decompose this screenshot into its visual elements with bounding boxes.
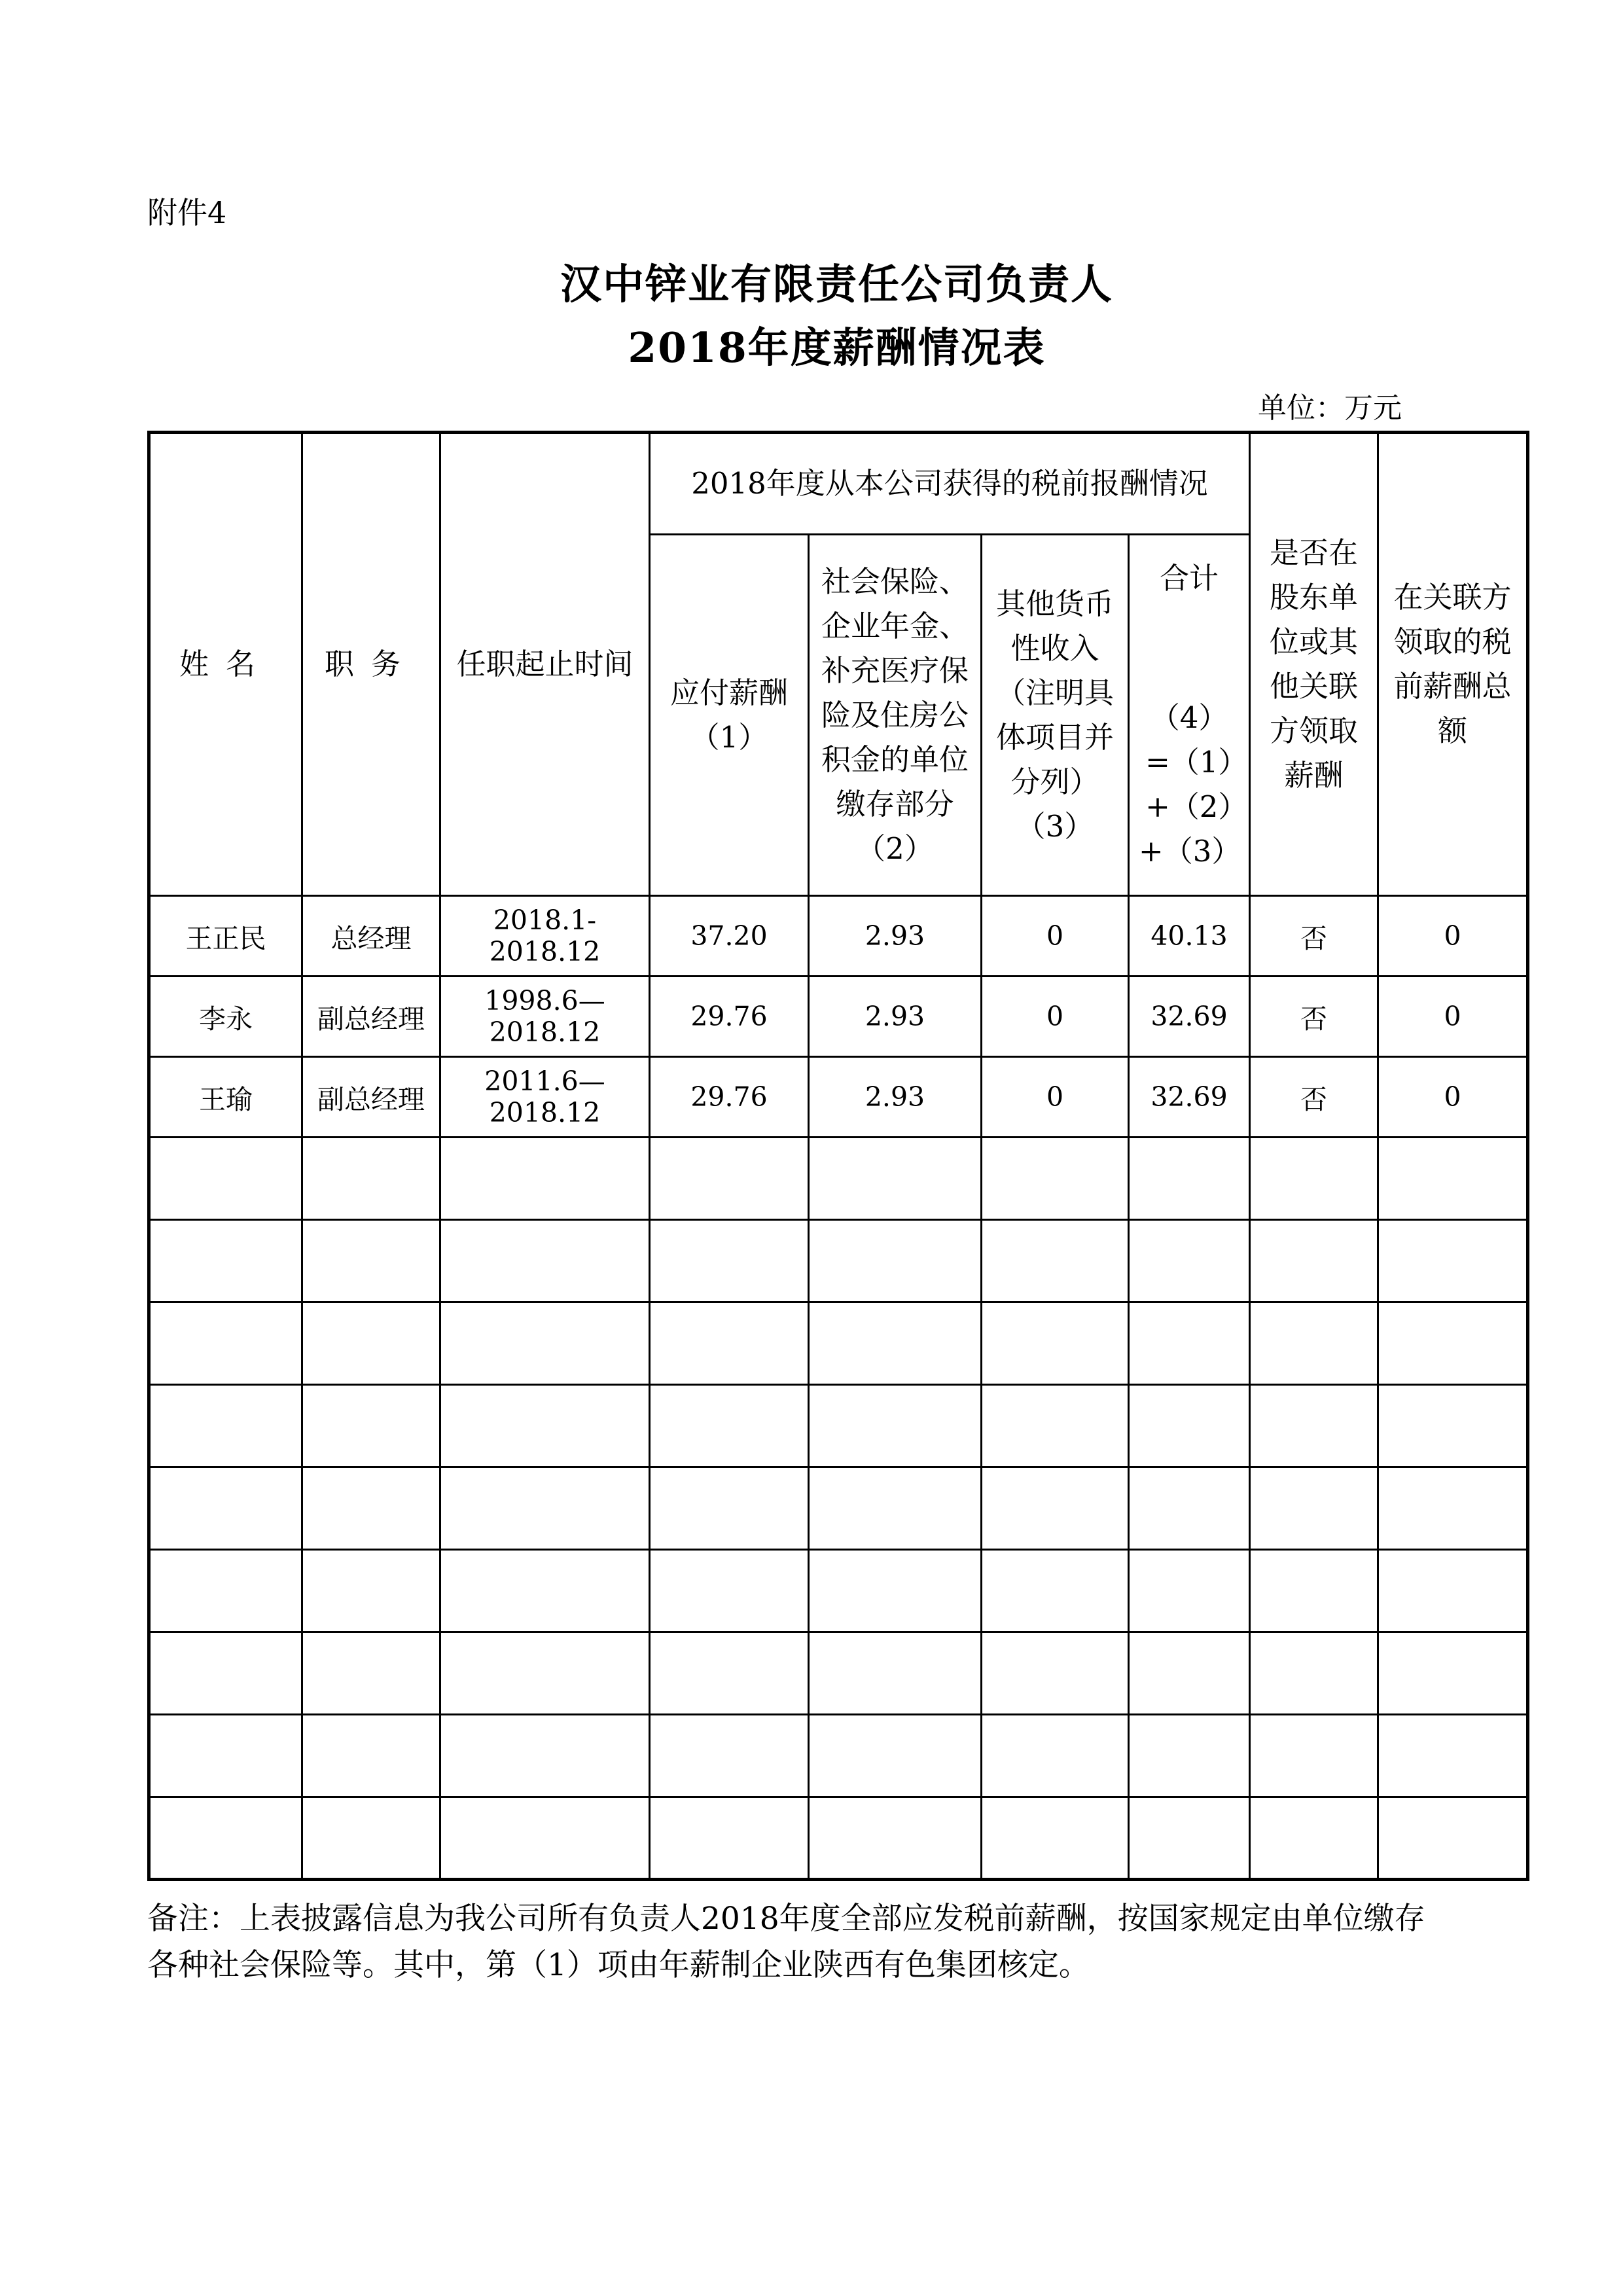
empty-cell [302,1797,440,1880]
empty-cell [1129,1550,1250,1632]
empty-cell [302,1138,440,1220]
empty-cell [1250,1467,1378,1550]
cell-related-party-total: 0 [1378,1057,1528,1138]
empty-cell [809,1632,982,1715]
empty-cell [302,1220,440,1302]
cell-payable: 29.76 [650,1057,809,1138]
empty-cell [1378,1138,1528,1220]
cell-term: 1998.6—2018.12 [440,977,650,1057]
empty-cell [1378,1302,1528,1385]
header-social-insurance: 社会保险、企业年金、补充医疗保险及住房公积金的单位缴存部分（2） [809,535,982,896]
empty-cell [982,1715,1129,1797]
header-row-top [149,433,1528,535]
header-total-label: 合计 [1160,561,1219,596]
empty-cell [650,1797,809,1880]
empty-cell [1250,1797,1378,1880]
empty-cell [440,1715,650,1797]
header-total-formula: （4）=（1）+（2）+（3） [1139,700,1241,869]
empty-cell [809,1302,982,1385]
empty-cell [440,1550,650,1632]
note-line1: 备注：上表披露信息为我公司所有负责人2018年度全部应发税前薪酬，按国家规定由单位缴存 [147,1901,1425,1937]
empty-cell [149,1302,302,1385]
cell-payable: 29.76 [650,977,809,1057]
empty-cell [982,1385,1129,1467]
empty-cell [650,1550,809,1632]
empty-cell [440,1302,650,1385]
empty-cell [1129,1715,1250,1797]
empty-cell [1250,1385,1378,1467]
header-other-income: 其他货币性收入（注明具体项目并分列）（3） [982,535,1129,896]
empty-cell [149,1385,302,1467]
table-row-wangzhengmin [149,896,1528,977]
header-payable-salary: 应付薪酬（1） [650,535,809,896]
empty-cell [809,1797,982,1880]
cell-term: 2018.1-2018.12 [440,896,650,977]
empty-row [149,1550,1528,1632]
cell-position: 总经理 [302,896,440,977]
empty-cell [982,1550,1129,1632]
empty-cell [1250,1550,1378,1632]
cell-other-income: 0 [982,977,1129,1057]
header-total [1129,535,1250,896]
note-line2: 各种社会保险等。其中，第（1）项由年薪制企业陕西有色集团核定。 [147,1947,1090,1983]
empty-cell [1378,1385,1528,1467]
header-pretax-group: 2018年度从本公司获得的税前报酬情况 [650,433,1250,535]
header-related-party-total: 在关联方领取的税前薪酬总额 [1378,433,1528,896]
empty-cell [809,1138,982,1220]
page-title-line2: 2018年度薪酬情况表 [628,323,1046,372]
table-row-wangyu [149,1057,1528,1138]
note-text [147,1895,1499,1988]
empty-row [149,1632,1528,1715]
empty-cell [149,1138,302,1220]
empty-cell [1378,1467,1528,1550]
empty-cell [1250,1138,1378,1220]
empty-cell [1378,1550,1528,1632]
title-block [147,253,1526,380]
unit-label: 单位：万元 [1258,391,1402,425]
cell-position: 副总经理 [302,1057,440,1138]
empty-cell [440,1632,650,1715]
empty-cell [650,1138,809,1220]
cell-total: 32.69 [1129,977,1250,1057]
empty-cell [302,1550,440,1632]
attachment-label: 附件4 [147,195,227,230]
empty-cell [302,1467,440,1550]
empty-cell [650,1632,809,1715]
empty-cell [650,1385,809,1467]
cell-payable: 37.20 [650,896,809,977]
cell-social-insurance: 2.93 [809,977,982,1057]
cell-name: 王瑜 [149,1057,302,1138]
empty-cell [650,1302,809,1385]
empty-cell [440,1385,650,1467]
empty-cell [982,1467,1129,1550]
salary-table [147,431,1529,1881]
cell-term: 2011.6—2018.12 [440,1057,650,1138]
cell-other-income: 0 [982,1057,1129,1138]
empty-cell [1250,1715,1378,1797]
page-title-line1: 汉中锌业有限责任公司负责人 [560,260,1113,308]
empty-cell [1250,1632,1378,1715]
empty-cell [302,1632,440,1715]
empty-cell [149,1632,302,1715]
empty-cell [1129,1467,1250,1550]
cell-shareholder-pay: 否 [1250,977,1378,1057]
cell-name: 王正民 [149,896,302,977]
cell-social-insurance: 2.93 [809,896,982,977]
empty-cell [1129,1797,1250,1880]
salary-table-header [149,433,1528,896]
empty-cell [982,1797,1129,1880]
empty-cell [650,1715,809,1797]
empty-cell [302,1385,440,1467]
empty-cell [149,1715,302,1797]
header-term: 任职起止时间 [440,433,650,896]
empty-cell [1250,1302,1378,1385]
empty-cell [650,1220,809,1302]
empty-row [149,1797,1528,1880]
empty-cell [149,1467,302,1550]
empty-cell [1378,1632,1528,1715]
empty-cell [982,1632,1129,1715]
empty-row [149,1385,1528,1467]
salary-table-body [149,896,1528,1880]
empty-row [149,1467,1528,1550]
empty-cell [982,1138,1129,1220]
empty-cell [1378,1797,1528,1880]
empty-cell [1250,1220,1378,1302]
empty-row [149,1138,1528,1220]
empty-cell [982,1302,1129,1385]
empty-cell [1129,1385,1250,1467]
cell-position: 副总经理 [302,977,440,1057]
empty-cell [809,1467,982,1550]
empty-cell [1129,1302,1250,1385]
table-row-liyong [149,977,1528,1057]
empty-cell [440,1467,650,1550]
empty-cell [982,1220,1129,1302]
cell-total: 40.13 [1129,896,1250,977]
empty-cell [149,1550,302,1632]
empty-cell [650,1467,809,1550]
empty-cell [440,1797,650,1880]
empty-cell [302,1715,440,1797]
cell-other-income: 0 [982,896,1129,977]
empty-row [149,1220,1528,1302]
empty-cell [1129,1220,1250,1302]
empty-row [149,1715,1528,1797]
cell-total: 32.69 [1129,1057,1250,1138]
empty-cell [1129,1138,1250,1220]
empty-cell [809,1385,982,1467]
header-name: 姓名 [149,433,302,896]
empty-row [149,1302,1528,1385]
empty-cell [809,1715,982,1797]
cell-shareholder-pay: 否 [1250,896,1378,977]
empty-cell [809,1220,982,1302]
empty-cell [440,1138,650,1220]
header-position: 职务 [302,433,440,896]
header-shareholder-pay: 是否在股东单位或其他关联方领取薪酬 [1250,433,1378,896]
empty-cell [149,1797,302,1880]
cell-related-party-total: 0 [1378,896,1528,977]
empty-cell [1378,1220,1528,1302]
empty-cell [1378,1715,1528,1797]
cell-name: 李永 [149,977,302,1057]
cell-related-party-total: 0 [1378,977,1528,1057]
empty-cell [149,1220,302,1302]
cell-social-insurance: 2.93 [809,1057,982,1138]
cell-shareholder-pay: 否 [1250,1057,1378,1138]
empty-cell [809,1550,982,1632]
empty-cell [302,1302,440,1385]
empty-cell [440,1220,650,1302]
empty-cell [1129,1632,1250,1715]
